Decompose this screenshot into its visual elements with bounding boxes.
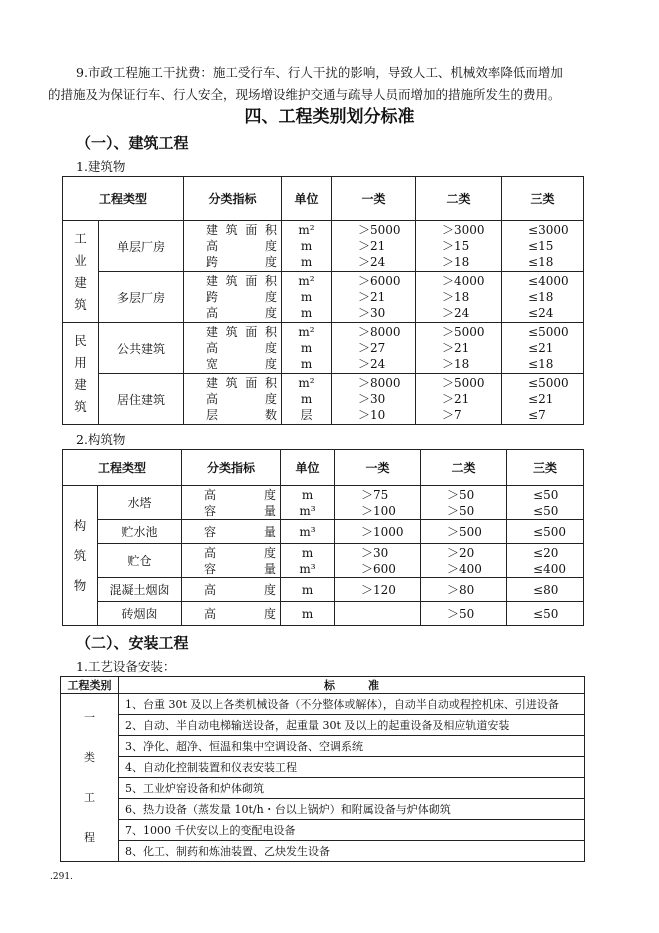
structure-type: 贮仓	[98, 544, 182, 578]
unit	[282, 221, 332, 272]
standard-item: 1、台重 30t 及以上各类机械设备（不分整体或解体），自动半自动或程控机床、引进设备	[119, 694, 585, 715]
building-type: 居住建筑	[99, 374, 184, 425]
indicator-value: 高 度	[204, 545, 277, 560]
indicator-value: 高 度	[206, 341, 278, 355]
class-1-value: ＞30	[361, 545, 389, 560]
category-label	[61, 694, 119, 862]
class-1-value	[361, 606, 420, 622]
unit	[281, 520, 335, 544]
class-3-value: ≤18	[528, 255, 554, 269]
group-label-char: 用	[74, 354, 87, 370]
indicator-value: 建筑面积	[206, 223, 278, 237]
group-label	[63, 486, 98, 626]
intro-line-2: 的措施及为保证行车、行人安全，现场增设维护交通与疏导人员而增加的措施所发生的费用。	[48, 87, 561, 102]
class-2	[416, 221, 502, 272]
group-label-char: 筑	[74, 398, 87, 414]
class-2-value: ＞7	[442, 408, 462, 422]
class-1-value: ＞27	[358, 341, 386, 355]
header-class-2: 二类	[416, 177, 502, 221]
unit-value: m	[300, 290, 313, 304]
class-3	[507, 486, 584, 520]
table-row	[63, 602, 584, 626]
class-2	[416, 272, 502, 323]
unit-value: m³	[299, 503, 316, 518]
standard-item: 7、1000 千伏安以上的变配电设备	[119, 820, 585, 841]
table-row	[61, 715, 585, 736]
group-label-char: 工	[74, 230, 87, 246]
class-1-value: ＞21	[358, 239, 386, 253]
class-2-value: ＞5000	[442, 376, 485, 390]
class-3-value: ≤5000	[528, 376, 569, 390]
standard-item: 8、化工、制药和炼油装置、乙炔发生设备	[119, 841, 585, 862]
unit-value: m	[300, 306, 313, 320]
header-unit: 单位	[281, 450, 335, 486]
group-label-char: 民	[74, 332, 87, 348]
indicator	[184, 272, 282, 323]
table-row	[63, 520, 584, 544]
indicator	[182, 602, 281, 626]
subtitle-buildings: 1.建筑物	[76, 159, 126, 174]
class-3	[502, 221, 584, 272]
group-label-char: 物	[73, 577, 87, 593]
class-3-value: ≤15	[528, 239, 554, 253]
class-2-value: ＞80	[447, 582, 475, 597]
class-3	[502, 374, 584, 425]
indicator-value: 高 度	[206, 306, 278, 320]
structure-type: 水塔	[98, 486, 182, 520]
structure-type: 砖烟囱	[98, 602, 182, 626]
indicator-value: 建筑面积	[206, 325, 278, 339]
class-1	[335, 602, 421, 626]
header-category: 工程类别	[61, 677, 119, 694]
indicator-value: 建筑面积	[206, 376, 278, 390]
header-indicator: 分类指标	[184, 177, 282, 221]
unit	[281, 486, 335, 520]
category-label-char: 类	[84, 750, 95, 764]
class-2-value: ＞3000	[442, 223, 485, 237]
indicator-value: 高 度	[204, 606, 277, 621]
table-row	[61, 841, 585, 862]
class-2-value: ＞400	[447, 561, 482, 576]
structures-table	[62, 449, 584, 626]
header-type: 工程类型	[63, 450, 182, 486]
table-row	[61, 778, 585, 799]
indicator	[184, 323, 282, 374]
class-1	[332, 323, 416, 374]
table-row	[63, 486, 584, 520]
class-3-value: ≤500	[533, 524, 566, 539]
class-1-value: ＞21	[358, 290, 386, 304]
class-3-value: ≤7	[528, 408, 546, 422]
class-3-value: ≤3000	[528, 223, 569, 237]
class-3	[507, 578, 584, 602]
class-2-value: ＞4000	[442, 274, 485, 288]
indicator-value: 层 数	[206, 408, 278, 422]
unit-value: m²	[298, 376, 315, 390]
header-standard: 标 准	[119, 677, 585, 694]
indicator-value: 高 度	[204, 487, 277, 502]
indicator	[184, 374, 282, 425]
unit-value: m	[300, 357, 313, 371]
class-2-value: ＞18	[442, 290, 470, 304]
class-3-value: ≤4000	[528, 274, 569, 288]
class-3-value: ≤24	[528, 306, 554, 320]
unit-value: m	[300, 239, 313, 253]
class-1-value: ＞6000	[358, 274, 401, 288]
group-label-char: 建	[74, 274, 87, 290]
group-label	[63, 323, 99, 425]
indicator	[182, 578, 281, 602]
unit-value: m	[300, 255, 313, 269]
unit	[282, 374, 332, 425]
class-1	[335, 544, 421, 578]
class-1-value: ＞100	[361, 503, 396, 518]
building-type: 公共建筑	[99, 323, 184, 374]
unit	[281, 602, 335, 626]
indicator-value: 跨 度	[206, 255, 278, 269]
class-2	[421, 602, 507, 626]
class-3-value: ≤50	[533, 503, 559, 518]
class-2	[421, 520, 507, 544]
class-2-value: ＞500	[447, 524, 482, 539]
structure-type: 贮水池	[98, 520, 182, 544]
class-3-value: ≤20	[533, 545, 559, 560]
main-title: 四、工程类别划分标准	[244, 107, 415, 127]
subtitle-structures: 2.构筑物	[76, 432, 126, 447]
class-1	[332, 221, 416, 272]
standard-item: 6、热力设备（蒸发量 10t/h・台以上锅炉）和附属设备与炉体砌筑	[119, 799, 585, 820]
table-row	[63, 323, 584, 374]
class-1	[332, 272, 416, 323]
indicator	[182, 486, 281, 520]
header-indicator: 分类指标	[182, 450, 281, 486]
category-label-char: 一	[84, 710, 95, 724]
table-row	[63, 374, 584, 425]
unit-value: m²	[298, 223, 315, 237]
class-2	[421, 578, 507, 602]
table-row	[63, 578, 584, 602]
class-2	[416, 374, 502, 425]
class-3-value: ≤18	[528, 290, 554, 304]
table-row	[61, 736, 585, 757]
indicator-value: 容 量	[204, 561, 277, 576]
header-type: 工程类型	[63, 177, 184, 221]
intro-line-1: 9.市政工程施工干扰费：施工受行车、行人干扰的影响，导致人工、机械效率降低而增加	[76, 65, 563, 80]
table-row	[61, 799, 585, 820]
class-2-value: ＞5000	[442, 325, 485, 339]
unit	[282, 323, 332, 374]
building-type: 多层厂房	[99, 272, 184, 323]
unit	[282, 272, 332, 323]
header-class-2: 二类	[421, 450, 507, 486]
indicator-value: 建筑面积	[206, 274, 278, 288]
class-1-value: ＞24	[358, 357, 386, 371]
standard-item: 4、自动化控制装置和仪表安装工程	[119, 757, 585, 778]
unit	[281, 578, 335, 602]
class-2-value: ＞24	[442, 306, 470, 320]
class-3	[502, 272, 584, 323]
indicator-value: 高 度	[204, 582, 277, 597]
structure-type: 混凝土烟囱	[98, 578, 182, 602]
unit-value: m³	[299, 561, 316, 576]
class-1-value: ＞8000	[358, 325, 401, 339]
building-type: 单层厂房	[99, 221, 184, 272]
unit-value: m³	[299, 524, 316, 539]
class-3-value: ≤50	[533, 606, 559, 621]
header-class-1: 一类	[332, 177, 416, 221]
unit-value: m	[301, 487, 314, 502]
class-1-value: ＞120	[361, 582, 396, 597]
class-1-value: ＞75	[361, 487, 389, 502]
unit-value: 层	[300, 408, 313, 422]
indicator-value: 容 量	[204, 503, 277, 518]
class-3-value: ≤50	[533, 487, 559, 502]
group-label-char: 构	[73, 517, 87, 533]
class-2-value: ＞18	[442, 357, 470, 371]
class-3	[507, 544, 584, 578]
header-class-3: 三类	[507, 450, 584, 486]
unit-value: m	[301, 545, 314, 560]
class-3	[507, 602, 584, 626]
class-1	[335, 486, 421, 520]
class-3	[502, 323, 584, 374]
class-2-value: ＞18	[442, 255, 470, 269]
indicator-value: 高 度	[206, 392, 278, 406]
unit-value: m²	[298, 325, 315, 339]
class-2	[421, 486, 507, 520]
group-label-char: 筑	[74, 296, 87, 312]
indicator-value: 容 量	[204, 524, 277, 539]
page-number: .291.	[50, 872, 73, 882]
class-1-value: ＞24	[358, 255, 386, 269]
class-2-value: ＞50	[447, 503, 475, 518]
class-1-value: ＞600	[361, 561, 396, 576]
class-2-value: ＞15	[442, 239, 470, 253]
section-title-installation: （二）、安装工程	[76, 634, 189, 652]
table-header-row	[63, 450, 584, 486]
table-header-row	[61, 677, 585, 694]
class-2-value: ＞21	[442, 392, 470, 406]
indicator	[182, 520, 281, 544]
unit-value: m²	[298, 274, 315, 288]
class-1	[335, 578, 421, 602]
unit-value: m	[300, 392, 313, 406]
class-3	[507, 520, 584, 544]
class-2	[416, 323, 502, 374]
unit-value: m	[301, 582, 314, 597]
class-3-value: ≤400	[533, 561, 566, 576]
category-label-char: 程	[84, 830, 95, 844]
class-3-value: ≤18	[528, 357, 554, 371]
section-title-construction: （一）、建筑工程	[76, 134, 189, 152]
group-label-char: 建	[74, 376, 87, 392]
class-2-value: ＞50	[447, 606, 475, 621]
subtitle-equipment: 1.工艺设备安装：	[76, 659, 176, 674]
standard-item: 2、自动、半自动电梯输送设备，起重量 30t 及以上的起重设备及相应轨道安装	[119, 715, 585, 736]
unit	[281, 544, 335, 578]
class-1-value: ＞1000	[361, 524, 404, 539]
category-label-char: 工	[84, 790, 95, 804]
table-row	[61, 694, 585, 715]
indicator	[182, 544, 281, 578]
class-2-value: ＞20	[447, 545, 475, 560]
class-2-value: ＞50	[447, 487, 475, 502]
class-1-value: ＞30	[358, 306, 386, 320]
class-1-value: ＞30	[358, 392, 386, 406]
class-1-value: ＞5000	[358, 223, 401, 237]
group-label-char: 筑	[73, 547, 87, 563]
group-label-char: 业	[74, 252, 87, 268]
header-class-3: 三类	[502, 177, 584, 221]
intro-paragraph	[48, 62, 618, 106]
standard-item: 5、工业炉窑设备和炉体砌筑	[119, 778, 585, 799]
standard-item: 3、净化、超净、恒温和集中空调设备、空调系统	[119, 736, 585, 757]
table-row	[61, 757, 585, 778]
indicator-value: 跨 度	[206, 290, 278, 304]
class-1-value: ＞8000	[358, 376, 401, 390]
indicator-value: 高 度	[206, 239, 278, 253]
table-row	[63, 544, 584, 578]
class-1	[332, 374, 416, 425]
class-3-value: ≤5000	[528, 325, 569, 339]
class-1-value: ＞10	[358, 408, 386, 422]
table-header-row	[63, 177, 584, 221]
class-2-value: ＞21	[442, 341, 470, 355]
indicator-value: 宽 度	[206, 357, 278, 371]
table-row	[63, 221, 584, 272]
unit-value: m	[300, 341, 313, 355]
class-3-value: ≤21	[528, 341, 554, 355]
unit-value: m	[301, 606, 314, 621]
header-unit: 单位	[282, 177, 332, 221]
class-1	[335, 520, 421, 544]
group-label	[63, 221, 99, 323]
class-3-value: ≤21	[528, 392, 554, 406]
indicator	[184, 221, 282, 272]
buildings-table	[62, 176, 584, 425]
installation-table	[60, 676, 585, 862]
class-3-value: ≤80	[533, 582, 559, 597]
table-row	[63, 272, 584, 323]
header-class-1: 一类	[335, 450, 421, 486]
class-2	[421, 544, 507, 578]
table-row	[61, 820, 585, 841]
